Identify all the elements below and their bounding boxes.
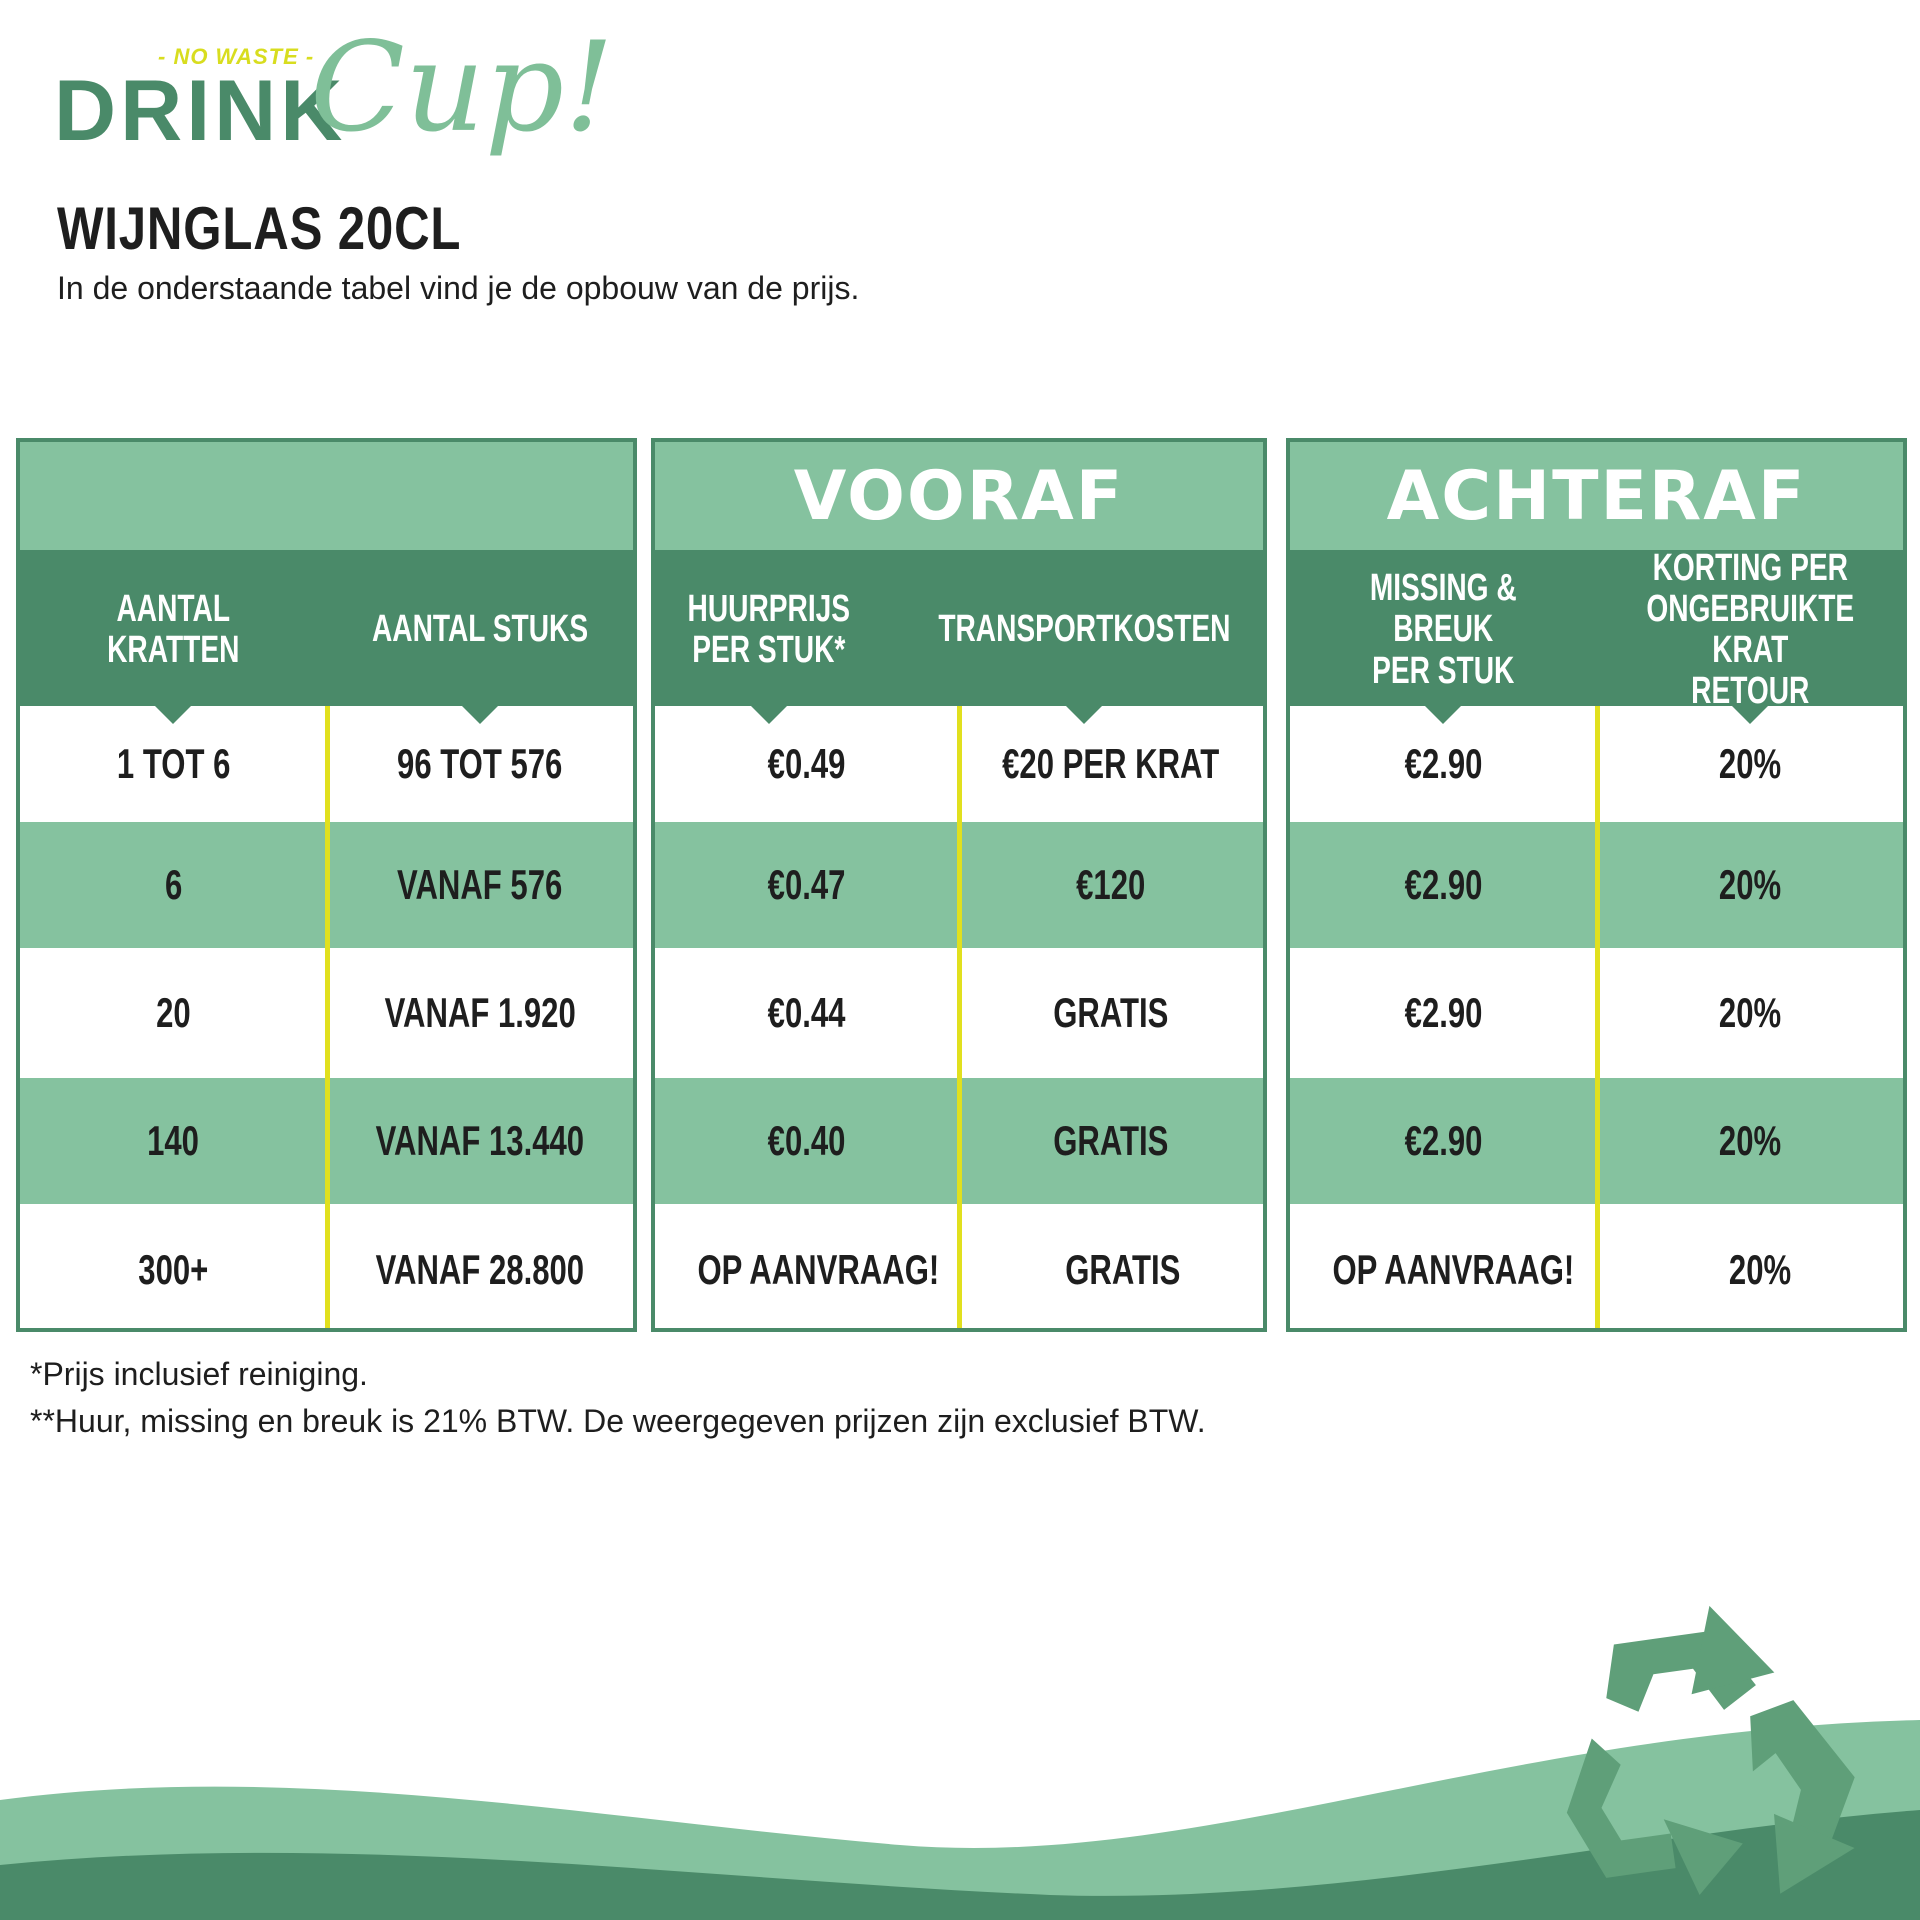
column-divider [1595, 706, 1600, 1328]
achteraf-panel-title: ACHTERAF [1386, 456, 1807, 536]
vooraf-panel [651, 438, 1267, 1332]
column-header-aantal-kratten: AANTAL KRATTEN [20, 554, 327, 706]
column-header-huurprijs: HUURPRIJS PER STUK* [655, 554, 883, 706]
column-divider [325, 706, 330, 1328]
table-cell: VANAF 576 [397, 861, 563, 908]
column-header-transportkosten: TRANSPORTKOSTEN [883, 554, 1267, 706]
table-cell: 96 TOT 576 [397, 740, 563, 787]
table-cell: 20% [1718, 861, 1781, 908]
achteraf-panel-band [1290, 442, 1903, 554]
table-cell: OP AANVRAAG! [697, 1246, 940, 1293]
table-cell: 20% [1728, 1246, 1791, 1293]
column-header-korting: KORTING PER ONGEBRUIKTE KRAT RETOUR [1597, 554, 1904, 706]
table-cell: 20% [1718, 989, 1781, 1036]
table-cell: 20% [1718, 1117, 1781, 1164]
bottom-decoration [0, 1500, 1920, 1920]
table-cell: VANAF 13.440 [375, 1117, 584, 1164]
quantity-panel-header [20, 554, 633, 706]
page-subtitle: In de onderstaande tabel vind je de opbouw van de prijs. [57, 270, 860, 306]
logo-tagline: - NO WASTE - [158, 44, 315, 69]
column-divider [957, 706, 962, 1328]
table-cell: GRATIS [1064, 1246, 1180, 1293]
column-header-aantal-stuks: AANTAL STUKS [327, 554, 634, 706]
table-cell: €120 [1076, 861, 1146, 908]
table-cell: 20% [1718, 740, 1781, 787]
vooraf-panel-title: VOORAF [793, 456, 1125, 536]
table-cell: 20 [155, 989, 191, 1036]
logo [54, 16, 614, 176]
footnote-vat: **Huur, missing en breuk is 21% BTW. De weergegeven prijzen zijn exclusief BTW. [30, 1403, 1206, 1439]
table-cell: €2.90 [1404, 740, 1483, 787]
table-cell: 6 [164, 861, 182, 908]
table-cell: 1 TOT 6 [116, 740, 230, 787]
vooraf-panel-header [655, 554, 1263, 706]
quantity-panel [16, 438, 637, 1332]
table-cell: GRATIS [1053, 1117, 1169, 1164]
logo-word-drink: DRINK [54, 63, 347, 159]
table-cell: €20 PER KRAT [1002, 740, 1220, 787]
logo-word-cup: Cup! [310, 16, 614, 160]
table-cell: 140 [147, 1117, 200, 1164]
footnote-price: *Prijs inclusief reiniging. [30, 1356, 368, 1392]
table-cell: OP AANVRAAG! [1332, 1246, 1575, 1293]
table-cell: 300+ [138, 1246, 209, 1293]
achteraf-panel [1286, 438, 1907, 1332]
achteraf-panel-header [1290, 546, 1903, 713]
quantity-panel-band [20, 442, 633, 554]
table-cell: €0.44 [768, 989, 846, 1036]
table-cell: €0.40 [768, 1117, 846, 1164]
table-cell: €0.47 [768, 861, 846, 908]
page-title: WIJNGLAS 20CL [57, 195, 462, 262]
table-cell: GRATIS [1053, 989, 1169, 1036]
table-cell: €0.49 [768, 740, 846, 787]
table-cell: VANAF 28.800 [375, 1246, 584, 1293]
table-cell: €2.90 [1404, 861, 1483, 908]
vooraf-panel-band [655, 442, 1263, 554]
table-cell: €2.90 [1404, 989, 1483, 1036]
column-header-missing-breuk: MISSING & BREUK PER STUK [1290, 554, 1597, 706]
table-cell: €2.90 [1404, 1117, 1483, 1164]
table-cell: VANAF 1.920 [384, 989, 576, 1036]
